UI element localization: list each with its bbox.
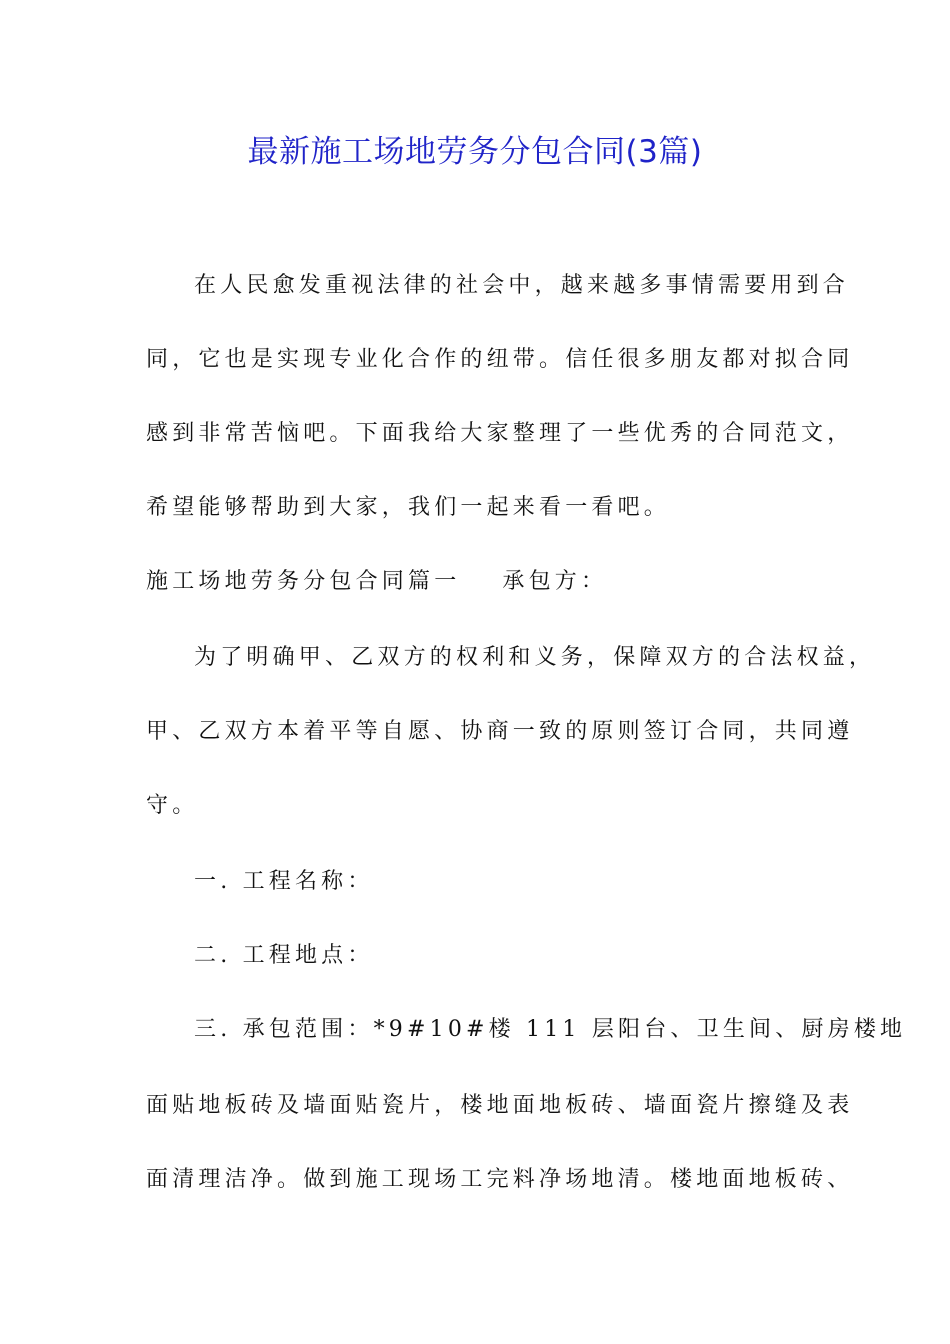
section-heading <box>146 564 607 600</box>
purpose-line-1: 为了明确甲、乙双方的权利和义务，保障双方的合法权益， <box>194 645 876 670</box>
intro-line-2: 同，它也是实现专业化合作的纽带。信任很多朋友都对拟合同 <box>146 347 854 372</box>
document-title: 最新施工场地劳务分包合同(3篇) <box>247 134 703 170</box>
intro-line-1: 在人民愈发重视法律的社会中，越来越多事情需要用到合 <box>194 273 850 298</box>
scope-line-3: 面清理洁净。做到施工现场工完料净场地清。楼地面地板砖、 <box>146 1167 854 1192</box>
purpose-line-3: 守。 <box>146 793 199 818</box>
intro-line-3: 感到非常苦恼吧。下面我给大家整理了一些优秀的合同范文， <box>146 421 854 446</box>
scope-line-1: 三. 承包范围：*9#10#楼 111 层阳台、卫生间、厨房楼地 <box>194 1017 907 1042</box>
intro-line-4: 希望能够帮助到大家，我们一起来看一看吧。 <box>146 495 671 520</box>
contractor-label: 承包方： <box>502 569 608 594</box>
purpose-line-2: 甲、乙双方本着平等自愿、协商一致的原则签订合同，共同遵 <box>146 719 854 744</box>
project-location-item: 二. 工程地点： <box>194 943 374 968</box>
project-name-item: 一. 工程名称： <box>194 869 374 894</box>
scope-line-2: 面贴地板砖及墙面贴瓷片，楼地面地板砖、墙面瓷片擦缝及表 <box>146 1093 854 1118</box>
section-heading-title: 施工场地劳务分包合同篇一 <box>146 569 461 594</box>
